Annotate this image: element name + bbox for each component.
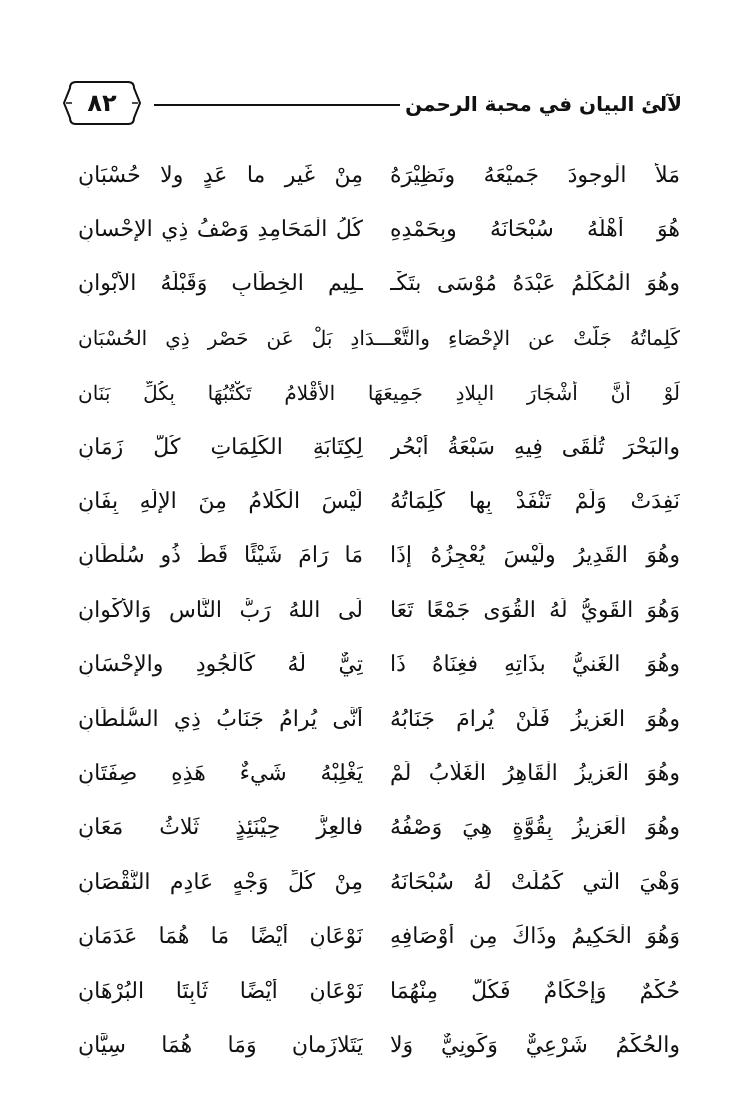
second-hemistich: يَغْلِبْهُ شَيءٌ هَذِهِ صِفَتَانِ — [78, 760, 363, 786]
second-hemistich: نَوْعَانِ أيْضًا ثَابِتَا البُرْهَانِ — [78, 978, 363, 1004]
first-hemistich: وهُوَ العَزِيزُ فَلَنْ يُرامَ جَنَابُهُ — [390, 706, 680, 732]
header-rule — [154, 104, 400, 106]
book-title: لآلئ البيان في محبة الرحمن — [405, 92, 682, 116]
first-hemistich: والبَحْرَ تُلْقَى فِيهِ سَبْعَةُ أبْحُرٍ — [390, 434, 680, 460]
verse — [78, 366, 680, 420]
page-number-frame — [62, 78, 142, 128]
first-hemistich: حُكْمٌ وَإحْكَامٌ فَكُلٌّ مِنْهُمَا — [390, 978, 680, 1004]
second-hemistich: تِيٌّ لَهُ كَالْجُودِ والإِحْسَانِ — [78, 652, 363, 678]
second-hemistich: فالعِزُّ حِيْنَئِذٍ ثَلاثُ مَعَانِ — [78, 815, 363, 841]
full-verse-line: كَلِماتُهُ جَلَّتْ عن الإِحْصَاءِ والتَّعْـــدَادِ بَلْ عَن حَصْرِ ذِي الحُسْبَانِ — [78, 326, 680, 351]
running-header — [62, 78, 682, 128]
verse — [78, 801, 680, 855]
verse — [78, 148, 680, 202]
first-hemistich: والحُكْمُ شَرْعِيٌّ وَكَونِيٌّ وَلا — [390, 1032, 680, 1058]
first-hemistich: مَلأَ الْوجودَ جَميْعَهُ ونَظِيْرَهُ — [390, 162, 680, 188]
verse — [78, 746, 680, 800]
first-hemistich: وَهُوَ الْحَكِيمُ وذَاكَ مِن أوْصَافِهِ — [390, 924, 680, 950]
first-hemistich: وهُوَ الْعَزِيزُ الْقَاهِرُ الْغَلَّابُ لَمْ — [390, 760, 680, 786]
verse — [78, 692, 680, 746]
verse — [78, 638, 680, 692]
first-hemistich: وَهْيَ الَّتي كَمُلَتْ لَهُ سُبْحَانَهُ — [390, 869, 680, 895]
second-hemistich: كُلُ الْمَحَامِدِ وَصْفُ ذِي الإِحْسانِ — [78, 217, 363, 243]
verse — [78, 583, 680, 637]
second-hemistich: لَى اللهُ رَبُّ النَّاسِ وَالأَكْوانِ — [78, 597, 363, 623]
verse — [78, 257, 680, 311]
second-hemistich: مِنْ غَيرِ ما عَدٍ ولا حُسْبَانِ — [78, 162, 363, 188]
verse — [78, 529, 680, 583]
first-hemistich: وهُوَ الْمُكَلِّمُ عَبْدَهُ مُوْسَى بتَكْـ — [390, 271, 680, 297]
second-hemistich: يَتَلازَمانِ وَمَا هُمَا سِيَّانِ — [78, 1032, 363, 1058]
verse — [78, 311, 680, 365]
second-hemistich: مَا رَامَ شَيْئًا قَطُّ ذُو سُلْطَانِ — [78, 543, 363, 569]
verse — [78, 1018, 680, 1072]
first-hemistich: وَهُوَ القَوِيُّ لَهُ القُوَى جَمْعًا تَعَا — [390, 597, 680, 623]
verse — [78, 202, 680, 256]
verse — [78, 855, 680, 909]
verse — [78, 964, 680, 1018]
second-hemistich: لِكِتَابَةِ الكَلِمَاتِ كُلَّ زَمَانِ — [78, 434, 363, 460]
first-hemistich: وهُوَ الْعَزِيزُ بِقُوَّةٍ هِيَ وَصْفُهُ — [390, 815, 680, 841]
second-hemistich: لَيْسَ الْكَلامُ مِنَ الإِلَهِ بِفَانِ — [78, 489, 363, 515]
verse — [78, 420, 680, 474]
first-hemistich: وهُوَ الغَنيُّ بذَاتِهِ فغِنَاهُ ذَا — [390, 652, 680, 678]
poem-body — [78, 148, 680, 1073]
verse — [78, 909, 680, 963]
first-hemistich: نَفِدَتْ وَلَمْ تَنْفَدْ بِها كَلِمَاتُهُ — [390, 489, 680, 515]
verse — [78, 474, 680, 528]
second-hemistich: نَوْعَانِ أيْضًا مَا هُمَا عَدَمَانِ — [78, 924, 363, 950]
first-hemistich: هُوَ أهْلُهُ سُبْحَانَهُ وبِحَمْدِهِ — [390, 217, 680, 243]
second-hemistich: مِنْ كُلِّ وَجْهٍ عَادِمِ النُّقْصَانِ — [78, 869, 363, 895]
full-verse-line: لَوْ أنَّ أشْجَارَ البِلادِ جَمِيعَهَا الأَقْلامُ تَكْتُبُهَا بِكُلِّ بَنَانِ — [78, 380, 680, 405]
first-hemistich: وهُوَ القَدِيرُ ولَيْسَ يُعْجِزُهُ إذَا — [390, 543, 680, 569]
second-hemistich: أنَّى يُرامُ جَنَابُ ذِي السُّلْطَانِ — [78, 706, 363, 732]
page-number: ٨٢ — [87, 89, 117, 117]
second-hemistich: ـلِيمِ الخِطَابِ وَقَبْلَهُ الأبْوانِ — [78, 271, 363, 297]
